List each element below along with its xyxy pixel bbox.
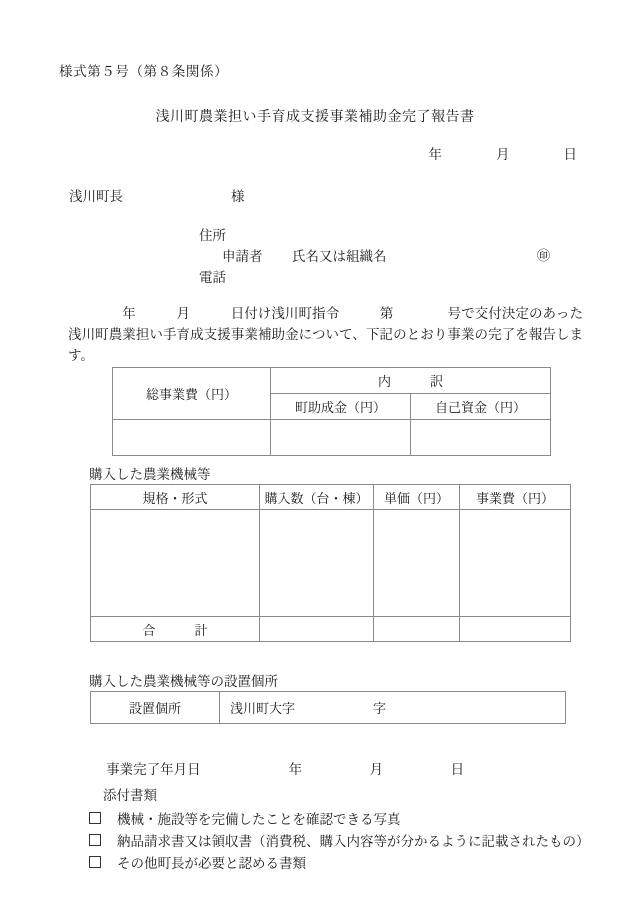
machines-project-cost-input-cell[interactable] — [460, 510, 571, 617]
own-funds-header: 自己資金（円） — [411, 394, 551, 420]
attachments-section — [89, 784, 609, 874]
checkbox-icon[interactable] — [89, 834, 101, 846]
applicant-name-row — [0, 245, 630, 266]
attachment-item-label: その他町長が必要と認める書類 — [117, 856, 306, 872]
total-cost-header: 総事業費（円） — [113, 368, 271, 420]
checkbox-icon[interactable] — [89, 812, 101, 824]
machines-quantity-input-cell[interactable] — [260, 510, 374, 617]
machines-total-quantity-cell[interactable] — [260, 617, 374, 642]
machines-unit-price-input-cell[interactable] — [374, 510, 460, 617]
machines-total-unit-price-cell[interactable] — [374, 617, 460, 642]
applicant-phone-row — [0, 266, 630, 287]
machines-spec-input-cell[interactable] — [91, 510, 260, 617]
table-row — [91, 510, 571, 617]
page-title: 浅川町農業担い手育成支援事業補助金完了報告書 — [155, 109, 475, 125]
applicant-address-row — [0, 224, 630, 245]
own-funds-input-cell[interactable] — [411, 420, 551, 456]
place-input-cell[interactable]: 浅川町大字 字 — [220, 692, 566, 724]
table-row — [91, 485, 571, 510]
attachment-item[interactable] — [89, 852, 609, 874]
subsidy-header: 町助成金（円） — [271, 394, 411, 420]
applicant-name-label: 氏名又は組織名 — [292, 249, 387, 265]
addressee-line: 浅川町長 様 — [69, 189, 245, 205]
column-header-spec: 規格・形式 — [91, 485, 260, 510]
attachment-item[interactable] — [89, 830, 609, 852]
machines-total-label: 合 計 — [91, 617, 260, 642]
checkbox-icon[interactable] — [89, 856, 101, 868]
completion-date-label: 事業完了年月日 — [106, 762, 201, 778]
applicant-label: 申請者 — [222, 249, 263, 265]
table-row — [113, 420, 551, 456]
column-header-quantity: 購入数（台・棟） — [260, 485, 374, 510]
column-header-unit-price: 単価（円） — [374, 485, 460, 510]
completion-date-value: 年 月 日 — [288, 762, 465, 778]
place-label: 設置個所 — [91, 692, 220, 724]
table-row — [91, 617, 571, 642]
attachments-title: 添付書類 — [103, 788, 157, 804]
form-number: 様式第５号（第８条関係） — [59, 64, 229, 80]
table-row — [113, 368, 551, 394]
applicant-address-label: 住所 — [199, 228, 226, 244]
attachment-item[interactable] — [89, 808, 609, 830]
total-cost-input-cell[interactable] — [113, 420, 271, 456]
seal-icon: ㊞ — [537, 249, 551, 264]
machines-table — [90, 484, 571, 642]
place-table — [90, 691, 566, 724]
applicant-block — [0, 224, 630, 287]
cost-table — [112, 367, 551, 456]
breakdown-header: 内 訳 — [271, 368, 551, 394]
subsidy-input-cell[interactable] — [271, 420, 411, 456]
body-paragraph: 年 月 日付け浅川町指令 第 号で交付決定のあった浅川町農業担い手育成支援事業補助金について、下記のとおり事業の完了を報告します。 — [68, 306, 583, 364]
machines-table-caption: 購入した農業機械等 — [89, 467, 211, 483]
submission-date-line: 年 月 日 — [428, 147, 577, 163]
place-table-caption: 購入した農業機械等の設置個所 — [89, 674, 278, 690]
attachment-item-label: 納品請求書又は領収書（消費税、購入内容等が分かるように記載されたもの） — [117, 834, 590, 850]
attachment-item-label: 機械・施設等を完備したことを確認できる写真 — [117, 812, 401, 828]
table-row — [91, 692, 566, 724]
column-header-project-cost: 事業費（円） — [460, 485, 571, 510]
machines-total-cost-cell[interactable] — [460, 617, 571, 642]
applicant-phone-label: 電話 — [199, 270, 226, 286]
